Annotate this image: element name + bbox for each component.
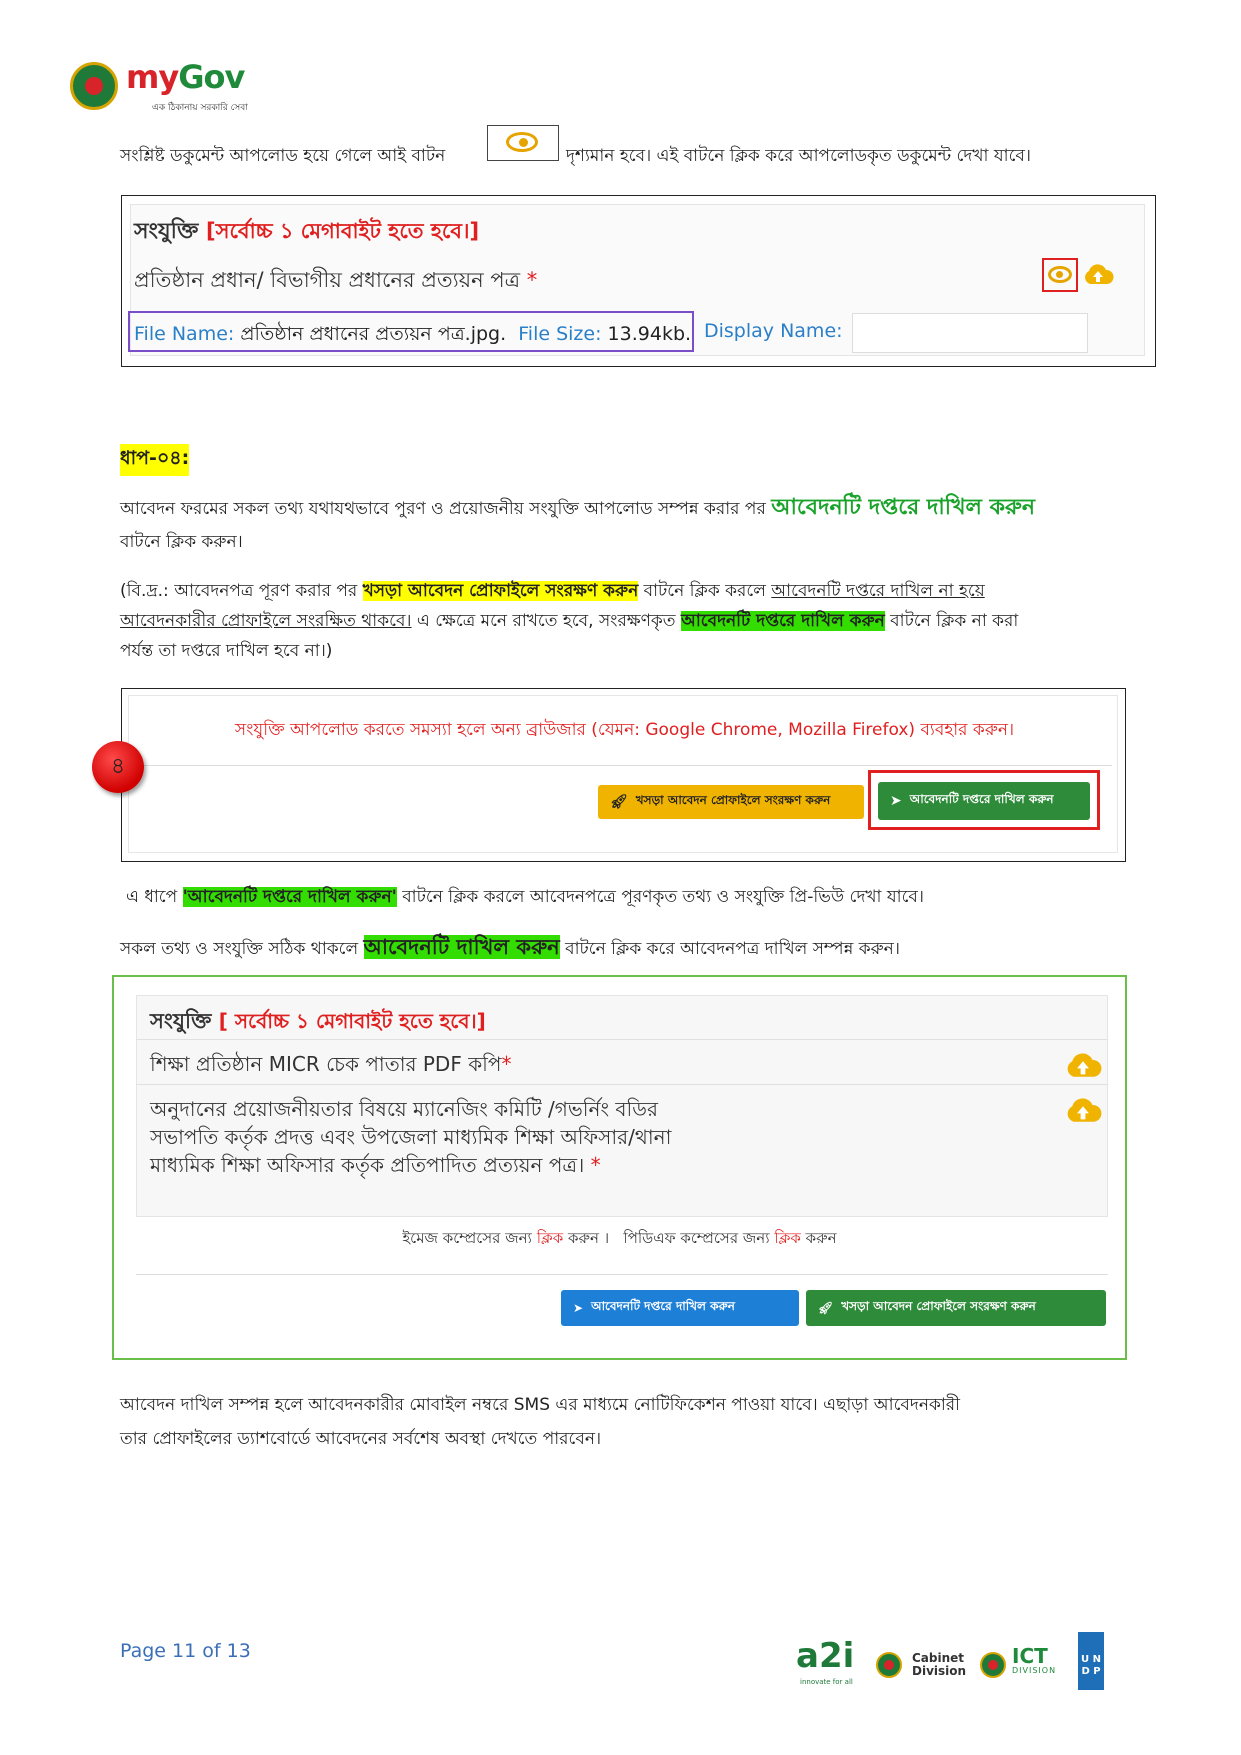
a2i-logo: a2i innovate for all: [796, 1636, 855, 1686]
mygov-logo-text: myGov: [126, 58, 245, 96]
section-title: সংযুক্তি [সর্বোচ্চ ১ মেগাবাইট হতে হবে।]: [134, 219, 480, 244]
cabinet-emblem: [876, 1652, 902, 1678]
upload-icon[interactable]: [1064, 1097, 1102, 1125]
screenshot-submit-buttons: [121, 688, 1126, 862]
screenshot-attachment-uploaded: [121, 195, 1156, 367]
mygov-emblem: [70, 62, 118, 110]
submit-line: সকল তথ্য ও সংযুক্তি সঠিক থাকলে আবেদনটি দাখিল করুন বাটনে ক্লিক করে আবেদনপত্র দাখিল সম্পন্ন করুন।: [120, 935, 900, 959]
view-document-button[interactable]: [1042, 258, 1078, 292]
eye-icon: [506, 132, 538, 152]
draft-save-button[interactable]: 🚀︎ খসড়া আবেদন প্রোফাইলে সংরক্ষণ করুন: [598, 785, 864, 819]
send-icon: ➤: [573, 1301, 584, 1315]
preview-submit-button[interactable]: ➤ আবেদনটি দপ্তরে দাখিল করুন: [561, 1290, 799, 1326]
display-name-input[interactable]: [852, 313, 1088, 353]
eye-button-sample: [487, 125, 559, 161]
note-line3: পর্যন্ত তা দপ্তরে দাখিল হবে না।): [120, 641, 333, 661]
step-para1: আবেদন ফরমের সকল তথ্য যথাযথভাবে পুরণ ও প্রয়োজনীয় সংযুক্তি আপলোড সম্পন্ন করার পর আবেদনটি দপ্তরে দাখিল করুন: [120, 495, 1035, 520]
page-number: Page 11 of 13: [120, 1640, 251, 1662]
section-title: সংযুক্তি [ সর্বোচ্চ ১ মেগাবাইট হতে হবে।]: [150, 1009, 486, 1033]
item-title: প্রতিষ্ঠান প্রধান/ বিভাগীয় প্রধানের প্রত্যয়ন পত্র *: [134, 268, 538, 292]
attachment-item-micr: শিক্ষা প্রতিষ্ঠান MICR চেক পাতার PDF কপি*: [150, 1052, 512, 1076]
intro-before: সংশ্লিষ্ট ডকুমেন্ট আপলোড হয়ে গেলে আই বাটন: [120, 146, 446, 166]
intro-after: দৃশ্যমান হবে। এই বাটনে ক্লিক করে আপলোডকৃত ডকুমেন্ট দেখা যাবে।: [566, 146, 1031, 166]
browser-warning: সংযুক্তি আপলোড করতে সমস্যা হলে অন্য ব্রাউজার (যেমন: Google Chrome, Mozilla Firefox) ব্যবহার করুন।: [234, 720, 1015, 740]
undp-logo: U N D P: [1078, 1632, 1104, 1690]
preview-line: এ ধাপে 'আবেদনটি দপ্তরে দাখিল করুন' বাটনে ক্লিক করলে আবেদনপত্রে পূরণকৃত তথ্য ও সংযুক্তি প্রি-ভিউ দেখা যাবে।: [126, 887, 924, 907]
closing-line2: তার প্রোফাইলের ড্যাশবোর্ডে আবেদনের সর্বশেষ অবস্থা দেখতে পারবেন।: [120, 1429, 602, 1449]
preview-draft-button[interactable]: 🚀︎ খসড়া আবেদন প্রোফাইলে সংরক্ষণ করুন: [806, 1290, 1106, 1326]
step-number-badge: ৪: [92, 741, 144, 793]
image-compress-link[interactable]: ক্লিক: [536, 1229, 564, 1247]
step-title: ধাপ-০৪:: [120, 444, 189, 476]
submit-to-office-button[interactable]: ➤ আবেদনটি দপ্তরে দাখিল করুন: [878, 782, 1090, 820]
display-name-label: Display Name:: [704, 320, 843, 342]
ict-division-logo: ICT DIVISION: [1012, 1644, 1057, 1675]
rocket-icon: 🚀︎: [818, 1301, 834, 1315]
closing-line1: আবেদন দাখিল সম্পন্ন হলে আবেদনকারীর মোবাইল নম্বরে SMS এর মাধ্যমে নোটিফিকেশন পাওয়া যাবে। এছাড়া আবেদনকারী: [120, 1395, 961, 1415]
attachment-item-certificate: অনুদানের প্রয়োজনীয়তার বিষয়ে ম্যানেজিং কমিটি /গভর্নিং বডির সভাপতি কর্তৃক প্রদত্ত এবং উপজেলা মাধ্যমিক শিক্ষা অফিসার/থানা মাধ্যমিক শিক্ষা অফিসার কর্তৃক প্রতিপাদিত প্রত্যয়ন পত্র। *: [150, 1097, 672, 1177]
rocket-icon: 🚀︎: [610, 794, 628, 810]
cabinet-division-logo: Cabinet Division: [912, 1651, 967, 1678]
mygov-tagline: এক ঠিকানায় সরকারি সেবা: [152, 103, 248, 113]
note-line1: (বি.দ্র.: আবেদনপত্র পূরণ করার পর খসড়া আবেদন প্রোফাইলে সংরক্ষণ করুন বাটনে ক্লিক করলে আবেদনটি দপ্তরে দাখিল না হয়ে: [120, 581, 985, 601]
upload-icon[interactable]: [1064, 1052, 1102, 1080]
ict-emblem: [980, 1652, 1006, 1678]
screenshot-preview: [112, 975, 1127, 1360]
step-para1-line2: বাটনে ক্লিক করুন।: [120, 532, 243, 552]
pdf-compress-link[interactable]: ক্লিক: [774, 1229, 801, 1247]
compress-links: ইমেজ কম্প্রেসের জন্য ক্লিক করুন । পিডিএফ কম্প্রেসের জন্য ক্লিক করুন: [402, 1229, 837, 1247]
send-icon: ➤: [890, 793, 902, 809]
upload-icon[interactable]: [1082, 264, 1114, 286]
note-line2: আবেদনকারীর প্রোফাইলে সংরক্ষিত থাকবে। এ ক্ষেত্রে মনে রাখতে হবে, সংরক্ষণকৃত আবেদনটি দপ্তরে দাখিল করুন বাটনে ক্লিক না করা: [120, 611, 1019, 631]
file-info: File Name: প্রতিষ্ঠান প্রধানের প্রত্যয়ন পত্র.jpg. File Size: 13.94kb.: [134, 323, 692, 345]
